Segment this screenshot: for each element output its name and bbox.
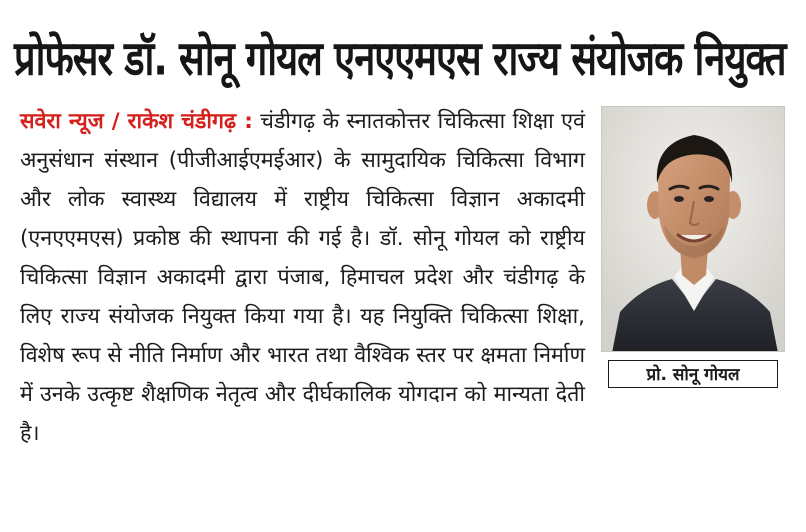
portrait-illustration — [602, 107, 785, 352]
headline: प्रोफेसर डॉ. सोनू गोयल एनएएमएस राज्य संयोजक नियुक्त — [14, 30, 786, 86]
article-body — [20, 102, 785, 453]
photo-block — [601, 106, 785, 389]
portrait-photo — [601, 106, 785, 352]
byline: सवेरा न्यूज / राकेश चंडीगढ़ : — [20, 109, 253, 134]
article-text: चंडीगढ़ के स्नातकोत्तर चिकित्सा शिक्षा एवं अनुसंधान संस्थान (पीजीआईएमईआर) के सामुदायिक चिकित्सा विभाग और लोक स्वास्थ्य विद्यालय में राष्ट्रीय चिकित्सा विज्ञान अकादमी (एनएएमएस) प्रकोष्ठ की स्थापना की गई है। डॉ. सोनू गोयल को राष्ट्रीय चिकित्सा विज्ञान अकादमी द्वारा पंजाब, हिमाचल प्रदेश और चंडीगढ़ के लिए राज्य संयोजक नियुक्त किया गया है। यह नियुक्ति चिकित्सा शिक्षा, विशेष रूप से नीति निर्माण और भारत तथा वैश्विक स्तर पर क्षमता निर्माण में उनके उत्कृष्ट शैक्षणिक नेतृत्व और दीर्घकालिक योगदान को मान्यता देती है। — [20, 109, 585, 446]
photo-caption: प्रो. सोनू गोयल — [608, 360, 778, 388]
